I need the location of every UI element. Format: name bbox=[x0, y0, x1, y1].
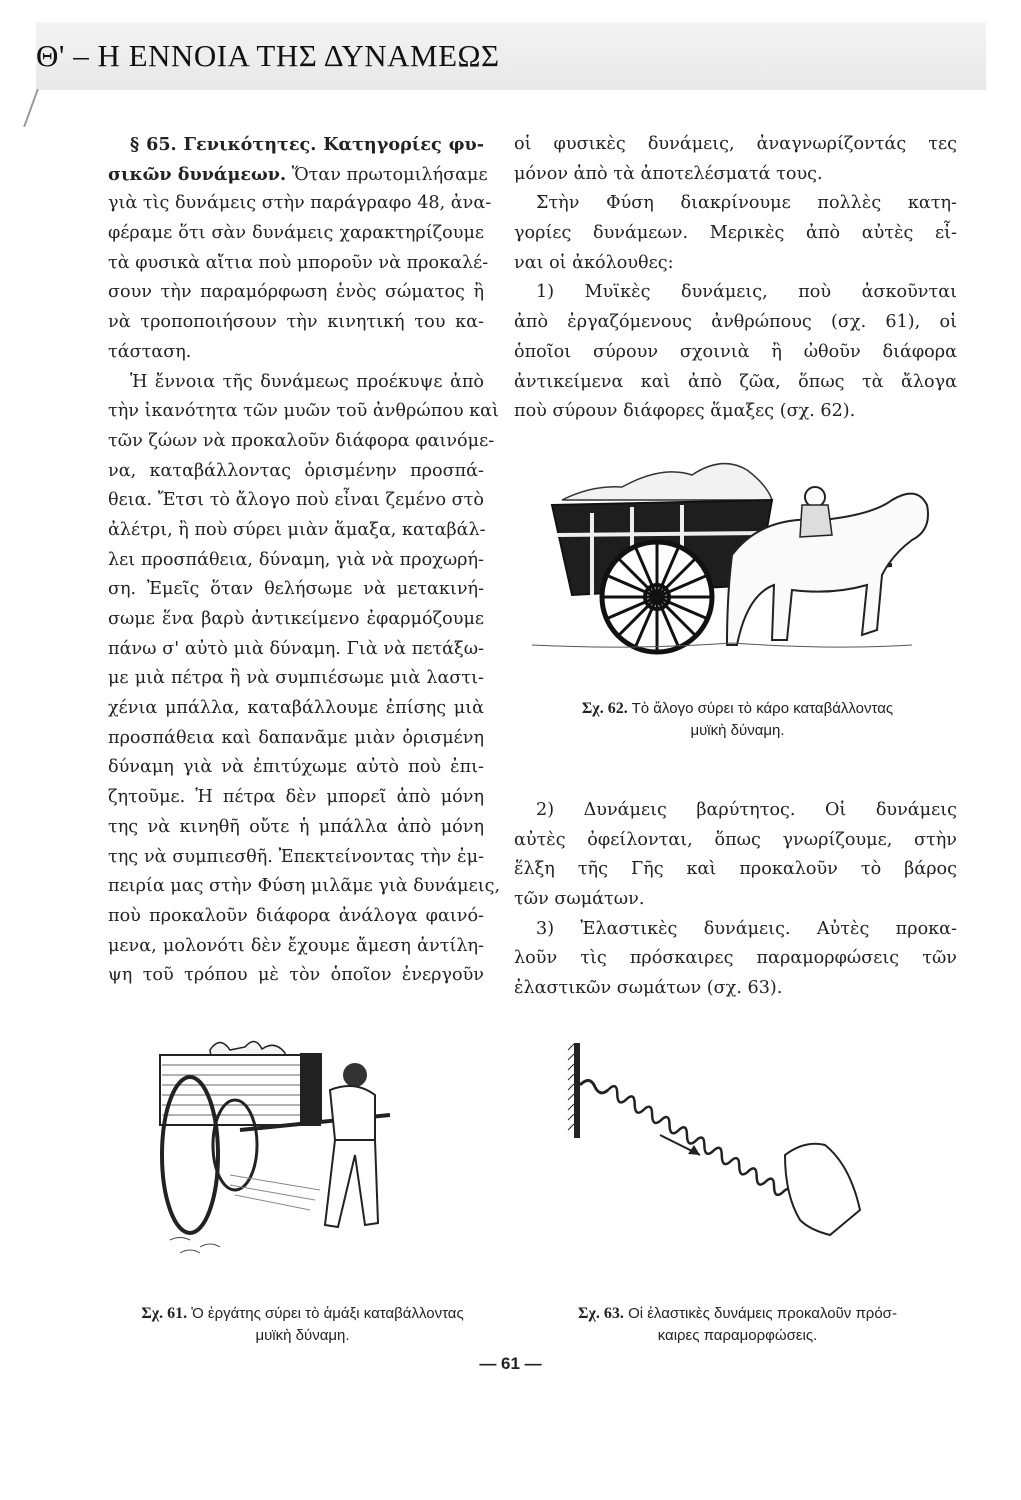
list-item-elastic-forces: 3) Ἐλαστικὲς δυνάμεις. Αὐτὲς προκα- bbox=[536, 918, 957, 939]
right-text-column-top bbox=[514, 130, 957, 427]
text-line: δύναμη γιὰ νὰ ἐπιτύχωμε αὐτὸ ποὺ ἐπι- bbox=[108, 757, 484, 778]
text-line: ἕλξη τῆς Γῆς καὶ προκαλοῦν τὸ βάρος bbox=[514, 859, 957, 880]
text-line: πειρία μας στὴν Φύση μιλᾶμε γιὰ δυνάμεις, bbox=[108, 876, 501, 897]
text-line: σωμε ἕνα βαρὺ ἀντικείμενο ἐφαρμόζουμε bbox=[108, 609, 484, 629]
left-text-column bbox=[108, 130, 501, 991]
figure-63-caption: Σχ. 63. Οἱ ἐλαστικὲς δυνάμεις προκαλοῦν πρόσ- καιρες παραμορφώσεις. bbox=[578, 1305, 897, 1344]
figure-62-caption: Σχ. 62. Τὸ ἄλογο σύρει τὸ κάρο καταβάλλοντας μυϊκὴ δύναμη. bbox=[581, 700, 894, 739]
figure-61-number: Σχ. 61. bbox=[141, 1305, 188, 1322]
text-line: μόνον ἀπὸ τὰ ἀποτελέσματά τους. bbox=[514, 163, 823, 184]
figure-61-caption: Σχ. 61. Ὁ ἐργάτης σύρει τὸ ἁμάξι καταβάλλοντας μυϊκὴ δύναμη. bbox=[141, 1305, 464, 1344]
text-line: προσπάθεια καὶ δαπανᾶμε μιὰν ὁρισμένη bbox=[108, 727, 484, 748]
text-line: τῶν σωμάτων. bbox=[514, 889, 645, 910]
figure-62-horse-cart bbox=[532, 445, 952, 675]
text-line: ζητοῦμε. Ἡ πέτρα δὲν μπορεῖ ἀπὸ μόνη bbox=[108, 787, 484, 808]
section-heading: § 65. Γενικότητες. Κατηγορίες φυ- bbox=[130, 134, 484, 155]
text-line: ποὺ προκαλοῦν διάφορα ἀνάλογα φαινό- bbox=[108, 905, 484, 926]
text-line: μενα, μολονότι δὲν ἔχουμε ἄμεση ἀντίλη- bbox=[108, 935, 484, 956]
text-line: ση. Ἐμεῖς ὅταν θελήσωμε νὰ μετακινή- bbox=[108, 579, 484, 600]
figure-61-worker-cart bbox=[150, 1035, 450, 1265]
text-line: γορίες δυνάμεων. Μερικὲς ἀπὸ αὐτὲς εἶ- bbox=[514, 223, 957, 244]
text-line: λει προσπάθεια, δύναμη, γιὰ νὰ προχωρή- bbox=[108, 549, 484, 570]
text-line: τὰ φυσικὰ αἴτια ποὺ μποροῦν νὰ προκαλέ- bbox=[108, 252, 489, 273]
text-line: πάνω σ' αὐτὸ μιὰ δύναμη. Γιὰ νὰ πετάξω- bbox=[108, 638, 484, 659]
text-line: ναι οἱ ἀκόλουθες: bbox=[514, 252, 674, 273]
text-line: ἀλέτρι, ἢ ποὺ σύρει μιὰν ἅμαξα, καταβάλ- bbox=[108, 519, 486, 540]
text-line: ἀπὸ ἐργαζόμενους ἀνθρώπους (σχ. 61), οἱ bbox=[514, 312, 957, 333]
text-line: της νὰ κινηθῆ οὔτε ἡ μπάλλα ἀπὸ μόνη bbox=[108, 816, 484, 837]
spring-illustration-icon bbox=[560, 1035, 900, 1265]
text-line: γιὰ τὶς δυνάμεις στὴν παράγραφο 48, ἀνα- bbox=[108, 193, 492, 214]
right-text-column-bottom bbox=[514, 796, 957, 1004]
horse-cart-illustration-icon bbox=[532, 445, 952, 675]
text-line: ὁποῖοι σύρουν σχοινιὰ ἢ ὠθοῦν διάφορα bbox=[514, 341, 957, 362]
text-line: Στὴν Φύση διακρίνουμε πολλὲς κατη- bbox=[536, 193, 957, 214]
margin-pencil-mark bbox=[23, 89, 39, 127]
text-line: σικῶν δυνάμεων. Ὅταν πρωτομιλήσαμε bbox=[108, 163, 488, 185]
text-line: ἀντικείμενα καὶ ἀπὸ ζῶα, ὅπως τὰ ἄλογα bbox=[514, 371, 957, 392]
worker-handcart-illustration-icon bbox=[150, 1035, 450, 1265]
page-number: — 61 — bbox=[479, 1354, 542, 1373]
text-line: νὰ τροποποιήσουν τὴν κινητική του κα- bbox=[108, 312, 484, 333]
text-line: της νὰ συμπιεσθῆ. Ἐπεκτείνοντας τὴν ἐμ- bbox=[108, 846, 484, 867]
text-line: ψη τοῦ τρόπου μὲ τὸν ὁποῖον ἐνεργοῦν bbox=[108, 965, 484, 986]
text-line: ποὺ σύρουν διάφορες ἅμαξες (σχ. 62). bbox=[514, 401, 856, 422]
text-line: σουν τὴν παραμόρφωση ἑνὸς σώματος ἢ bbox=[108, 282, 484, 303]
chapter-title: Θ' – Η ΕΝΝΟΙΑ ΤΗΣ ΔΥΝΑΜΕΩΣ bbox=[36, 38, 500, 73]
text-line: να, καταβάλλοντας ὁρισμένην προσπά- bbox=[108, 460, 484, 481]
text-line: αὐτὲς ὀφείλονται, ὅπως γνωρίζουμε, στὴν bbox=[514, 829, 957, 850]
text-line: χένια μπάλλα, καταβάλλουμε ἐπίσης μιὰ bbox=[108, 698, 484, 719]
text-line: οἱ φυσικὲς δυνάμεις, ἀναγνωρίζοντάς τες bbox=[514, 134, 957, 154]
figure-63-number: Σχ. 63. bbox=[578, 1305, 624, 1322]
section-heading-continuation: σικῶν δυνάμεων. bbox=[108, 163, 287, 185]
text-line: φέραμε ὅτι σὰν δυνάμεις χαρακτηρίζουμε bbox=[108, 223, 484, 244]
text-line: λοῦν τὶς πρόσκαιρες παραμορφώσεις τῶν bbox=[514, 948, 957, 969]
text-line: με μιὰ πέτρα ἢ νὰ συμπιέσωμε μιὰ λαστι- bbox=[108, 668, 484, 689]
text-line: Ἡ ἔννοια τῆς δυνάμεως προέκυψε ἀπὸ bbox=[130, 371, 484, 392]
text-line: θεια. Ἔτσι τὸ ἄλογο ποὺ εἶναι ζεμένο στὸ bbox=[108, 490, 484, 511]
text-line: ἐλαστικῶν σωμάτων (σχ. 63). bbox=[514, 978, 783, 999]
text-line: τὴν ἱκανότητα τῶν μυῶν τοῦ ἀνθρώπου καὶ bbox=[108, 401, 499, 422]
figure-63-spring bbox=[560, 1035, 900, 1265]
text-line: τάσταση. bbox=[108, 341, 192, 362]
list-item-gravity-forces: 2) Δυνάμεις βαρύτητος. Οἱ δυνάμεις bbox=[536, 800, 957, 820]
list-item-muscular-forces: 1) Μυϊκὲς δυνάμεις, ποὺ ἀσκοῦνται bbox=[536, 282, 957, 303]
text-line: τῶν ζώων νὰ προκαλοῦν διάφορα φαινόμε- bbox=[108, 430, 495, 451]
figure-62-number: Σχ. 62. bbox=[581, 700, 628, 717]
